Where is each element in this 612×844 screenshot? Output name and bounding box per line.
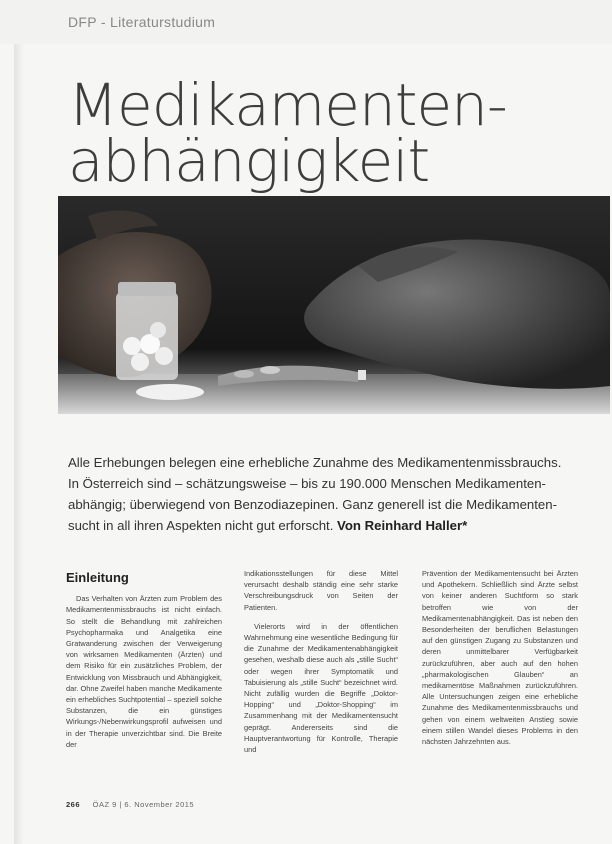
- body-paragraph: Das Verhalten von Ärzten zum Problem des Medikamentenmissbrauchs ist nicht einfach. So stellt die Behandlung mit zahlreichen Psychopharmaka und Analgetika eine Gratwanderung zwischen der Verweigerung von wirksamen Medikamenten (Ärzten) und dem Risiko für ein zusätzliches Problem, der Entwicklung von Missbrauch und Abhängigkeit, dar. Ohne Zweifel haben manche Medikamente ein erhebliches Suchtpotential – speziell solche Substanzen, die ein günstiges Wirkungs-/Nebenwirkungsprofil aufweisen und in der Therapie unverzichtbar sind. Die Breite der: [66, 594, 222, 749]
- section-label: DFP - Literaturstudium: [68, 14, 216, 30]
- section-heading: Einleitung: [66, 570, 129, 585]
- hands-with-pills-image: [58, 196, 610, 414]
- page-number: 266: [66, 800, 81, 809]
- article-column-2: [244, 568, 398, 763]
- article-column-1: [66, 572, 222, 758]
- body-paragraph: Indikationsstellungen für diese Mittel verursacht deshalb ständig eine sehr starke Verschreibungsdruck von Seiten der Patienten.: [244, 569, 398, 612]
- hero-photo: [58, 196, 610, 414]
- page-binding-shadow: [14, 0, 24, 844]
- page-footer: [66, 800, 194, 809]
- author-byline: Von Reinhard Haller*: [337, 518, 468, 533]
- lead-paragraph: [68, 452, 576, 536]
- header-bar: [0, 0, 612, 44]
- body-paragraph: Prävention der Medikamentensucht bei Ärzten und Apothekern. Schließlich sind Ärzte selbst von keiner anderen Suchtform so stark betroffen wie von der Medikamentenabhängigkeit. Das ist neben den Besonderheiten der beruflichen Belastungen auf den günstigen Zugang zu Substanzen und deren unmittelbarer Verfügbarkeit zurückzuführen, aber auch auf den hohen „pharmakologischen Glauben“ an medikamentöse Maßnahmen zurückzuführen. Alle Untersuchungen zeigen eine erhebliche Zunahme des Medikamentenmissbrauchs und gehen von einem weltweiten Anstieg sowie einem stillen Wandel dieses Problems in den nächsten Jahrzehnten aus.: [422, 569, 578, 747]
- article-title-line-2: abhängigkeit: [68, 127, 430, 195]
- body-paragraph: Vielerorts wird in der öffentlichen Wahrnehmung eine wesentliche Bedingung für die Zunahme der Medikamentenabhängigkeit gesehen, weshalb diese auch als „stille Sucht“ oder wegen ihrer Symptomatik und Tabuisierung als „stille Sucht“ bezeichnet wird. Nicht zufällig wurden die Begriffe „Doktor-Hopping“ und „Doktor-Shopping“ im Zusammenhang mit der Medikamentensucht geprägt. Andererseits sind die Hauptverantwortung für Kontrolle, Therapie und: [244, 621, 398, 755]
- lead-text: Alle Erhebungen belegen eine erhebliche Zunahme des Medikamentenmissbrauchs. In Österreich sind – schätzungsweise – bis zu 190.000 Menschen Medikamenten-abhängig; überwiegend von Benzodiazepinen. Ganz generell ist die Medikamenten-sucht in all ihren Aspekten nicht gut erforscht.: [68, 455, 562, 533]
- article-column-3: [422, 568, 578, 755]
- article-title-line-1: Medikamenten-: [68, 71, 507, 139]
- issue-info: ÖAZ 9 | 6. November 2015: [92, 800, 195, 809]
